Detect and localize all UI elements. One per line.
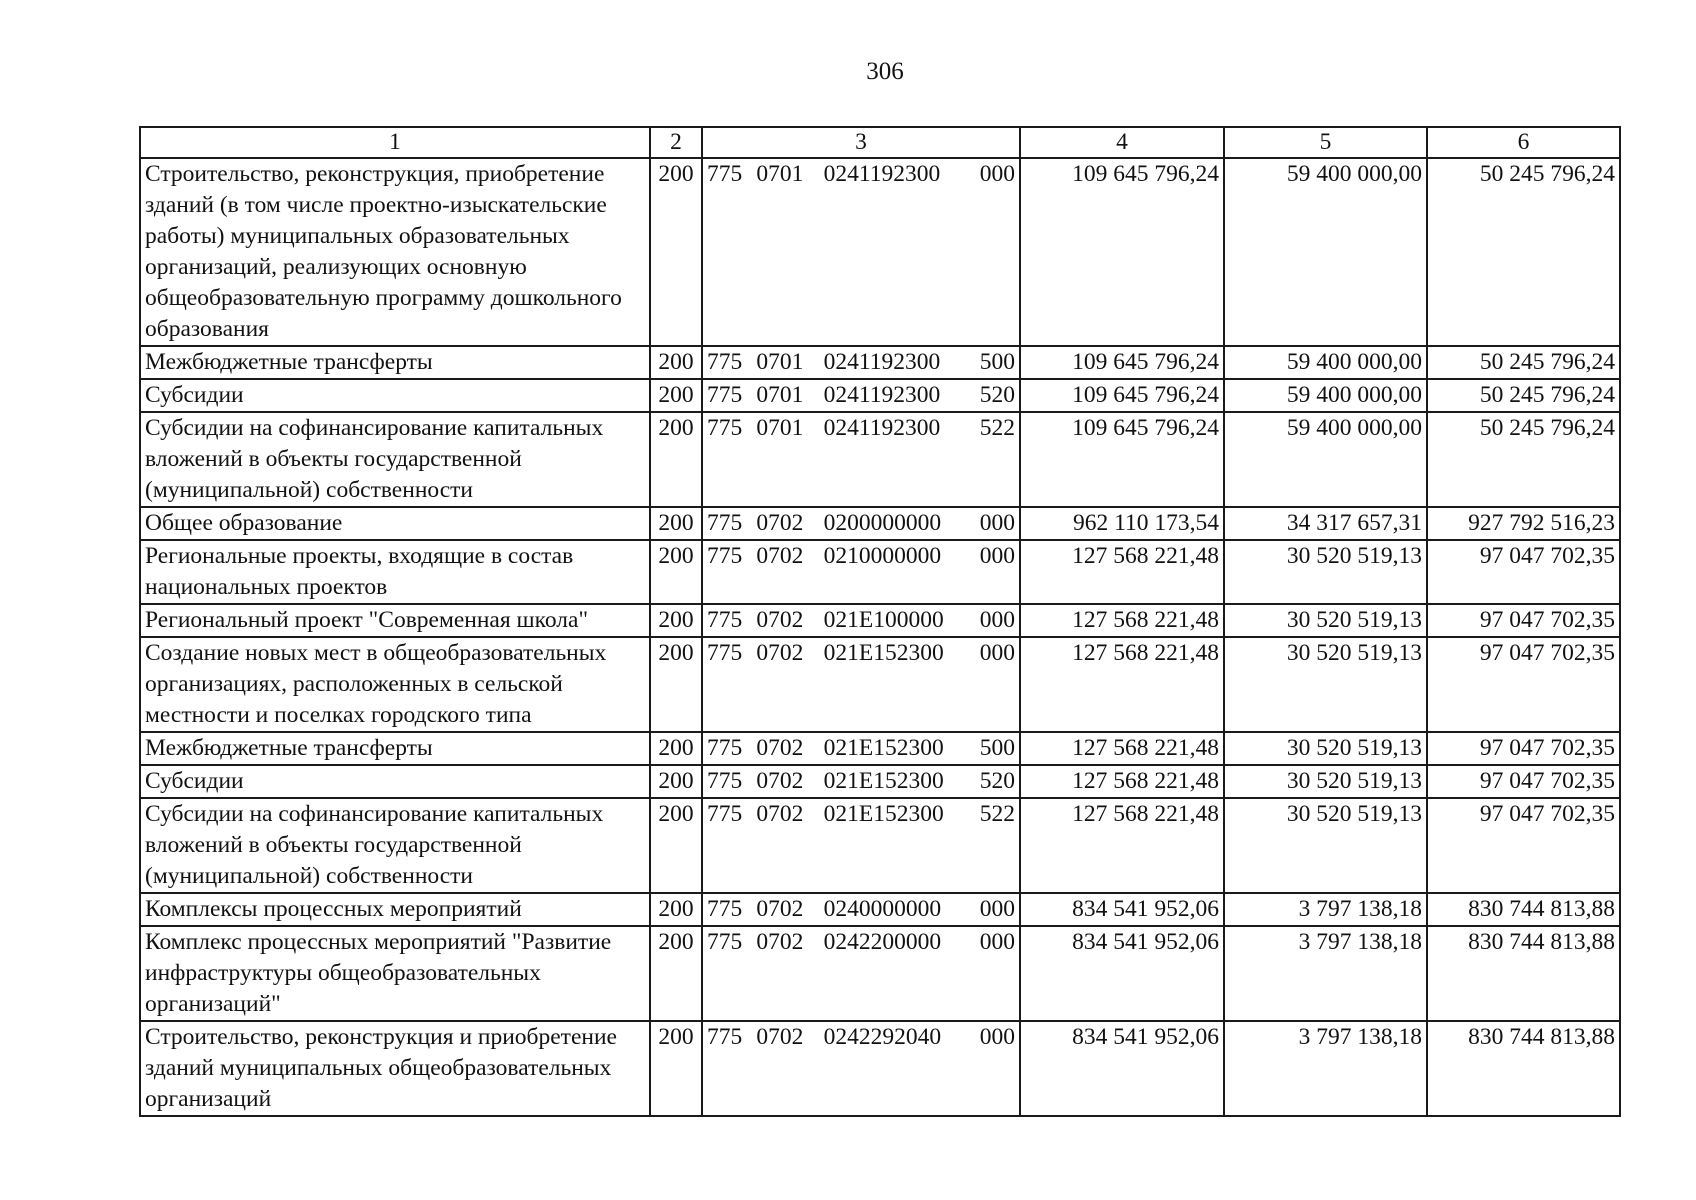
row-classification-code: [702, 637, 1020, 732]
row-ved-code: 775: [707, 1024, 743, 1050]
row-target-article-code: 0200000000: [823, 510, 942, 536]
row-target-article-code: 021E152300: [823, 768, 944, 794]
row-amount-col6: 97 047 702,35: [1427, 765, 1620, 798]
table-row: [140, 732, 1620, 765]
row-expense-type-code: 520: [979, 382, 1015, 408]
row-amount-col4: 962 110 173,54: [1020, 507, 1224, 540]
row-grbs-code: 200: [650, 379, 702, 412]
row-name: Субсидии: [140, 379, 650, 412]
row-target-article-code: 0240000000: [823, 896, 942, 922]
row-amount-col4: 127 568 221,48: [1020, 732, 1224, 765]
row-amount-col4: 127 568 221,48: [1020, 540, 1224, 604]
row-grbs-code: 200: [650, 540, 702, 604]
row-amount-col4: 109 645 796,24: [1020, 412, 1224, 507]
row-name: Межбюджетные трансферты: [140, 732, 650, 765]
row-section-code: 0701: [756, 349, 804, 375]
row-amount-col6: 830 744 813,88: [1427, 1021, 1620, 1116]
row-target-article-code: 021E152300: [823, 735, 944, 761]
row-amount-col6: 830 744 813,88: [1427, 893, 1620, 926]
row-name: Комплексы процессных мероприятий: [140, 893, 650, 926]
row-amount-col6: 50 245 796,24: [1427, 412, 1620, 507]
row-section-code: 0702: [756, 640, 804, 666]
row-amount-col4: 127 568 221,48: [1020, 765, 1224, 798]
table-row: [140, 893, 1620, 926]
row-amount-col4: 127 568 221,48: [1020, 798, 1224, 893]
row-amount-col4: 109 645 796,24: [1020, 158, 1224, 346]
table-row: [140, 765, 1620, 798]
row-classification-code: [702, 604, 1020, 637]
row-amount-col4: 834 541 952,06: [1020, 893, 1224, 926]
row-grbs-code: 200: [650, 893, 702, 926]
row-amount-col5: 30 520 519,13: [1224, 765, 1427, 798]
row-amount-col6: 50 245 796,24: [1427, 158, 1620, 346]
row-target-article-code: 021E152300: [823, 640, 944, 666]
row-amount-col5: 3 797 138,18: [1224, 926, 1427, 1021]
row-expense-type-code: 000: [979, 640, 1015, 666]
row-target-article-code: 0242200000: [823, 929, 942, 955]
row-amount-col6: 830 744 813,88: [1427, 926, 1620, 1021]
row-target-article-code: 0241192300: [823, 161, 941, 187]
row-amount-col6: 97 047 702,35: [1427, 540, 1620, 604]
row-classification-code: [702, 732, 1020, 765]
row-amount-col5: 30 520 519,13: [1224, 798, 1427, 893]
row-amount-col4: 109 645 796,24: [1020, 346, 1224, 379]
row-classification-code: [702, 346, 1020, 379]
row-amount-col5: 30 520 519,13: [1224, 604, 1427, 637]
row-target-article-code: 0241192300: [823, 349, 941, 375]
row-classification-code: [702, 1021, 1020, 1116]
row-classification-code: [702, 926, 1020, 1021]
row-target-article-code: 021E100000: [823, 607, 944, 633]
row-ved-code: 775: [707, 768, 743, 794]
row-classification-code: [702, 765, 1020, 798]
table-row: [140, 379, 1620, 412]
row-expense-type-code: 000: [979, 896, 1015, 922]
row-amount-col6: 50 245 796,24: [1427, 346, 1620, 379]
row-expense-type-code: 000: [979, 510, 1015, 536]
header-row: [140, 127, 1620, 158]
row-grbs-code: 200: [650, 1021, 702, 1116]
row-name: Создание новых мест в общеобразовательных организациях, расположенных в сельской местности и поселках городского типа: [140, 637, 650, 732]
row-expense-type-code: 000: [979, 929, 1015, 955]
row-name: Субсидии: [140, 765, 650, 798]
row-ved-code: 775: [707, 349, 743, 375]
row-name: Строительство, реконструкция, приобретение зданий (в том числе проектно-изыскательские работы) муниципальных образовательных организаций, реализующих основную общеобразовательную программу дошкольного образования: [140, 158, 650, 346]
row-expense-type-code: 000: [979, 543, 1015, 569]
row-section-code: 0702: [756, 768, 804, 794]
row-expense-type-code: 500: [979, 735, 1015, 761]
row-expense-type-code: 000: [979, 1024, 1015, 1050]
row-classification-code: [702, 893, 1020, 926]
row-section-code: 0702: [756, 543, 804, 569]
table-row: [140, 412, 1620, 507]
row-amount-col5: 30 520 519,13: [1224, 540, 1427, 604]
row-grbs-code: 200: [650, 412, 702, 507]
row-classification-code: [702, 379, 1020, 412]
row-amount-col5: 30 520 519,13: [1224, 732, 1427, 765]
row-classification-code: [702, 412, 1020, 507]
row-name: Субсидии на софинансирование капитальных вложений в объекты государственной (муниципальной) собственности: [140, 412, 650, 507]
budget-table: [139, 126, 1621, 1117]
row-name: Субсидии на софинансирование капитальных вложений в объекты государственной (муниципальной) собственности: [140, 798, 650, 893]
row-amount-col4: 127 568 221,48: [1020, 604, 1224, 637]
row-target-article-code: 0241192300: [823, 382, 941, 408]
row-amount-col5: 34 317 657,31: [1224, 507, 1427, 540]
row-target-article-code: 0210000000: [823, 543, 942, 569]
row-grbs-code: 200: [650, 604, 702, 637]
row-amount-col6: 97 047 702,35: [1427, 637, 1620, 732]
row-amount-col5: 59 400 000,00: [1224, 412, 1427, 507]
row-expense-type-code: 522: [979, 415, 1015, 441]
row-grbs-code: 200: [650, 507, 702, 540]
row-amount-col4: 127 568 221,48: [1020, 637, 1224, 732]
row-amount-col6: 50 245 796,24: [1427, 379, 1620, 412]
row-section-code: 0701: [756, 415, 804, 441]
header-col-2: 2: [650, 127, 702, 158]
row-ved-code: 775: [707, 543, 743, 569]
row-amount-col6: 97 047 702,35: [1427, 732, 1620, 765]
row-name: Комплекс процессных мероприятий "Развитие инфраструктуры общеобразовательных организаций": [140, 926, 650, 1021]
row-section-code: 0702: [756, 1024, 804, 1050]
row-amount-col6: 97 047 702,35: [1427, 604, 1620, 637]
row-ved-code: 775: [707, 382, 743, 408]
row-grbs-code: 200: [650, 765, 702, 798]
header-col-3: 3: [702, 127, 1020, 158]
row-name: Региональные проекты, входящие в состав национальных проектов: [140, 540, 650, 604]
row-amount-col4: 834 541 952,06: [1020, 926, 1224, 1021]
row-amount-col5: 59 400 000,00: [1224, 379, 1427, 412]
row-grbs-code: 200: [650, 637, 702, 732]
row-amount-col5: 3 797 138,18: [1224, 1021, 1427, 1116]
table-row: [140, 158, 1620, 346]
row-amount-col5: 59 400 000,00: [1224, 158, 1427, 346]
row-ved-code: 775: [707, 896, 743, 922]
row-target-article-code: 0242292040: [823, 1024, 942, 1050]
page-number: 306: [866, 58, 904, 85]
row-ved-code: 775: [707, 801, 743, 827]
row-name: Общее образование: [140, 507, 650, 540]
row-classification-code: [702, 798, 1020, 893]
row-grbs-code: 200: [650, 346, 702, 379]
row-section-code: 0702: [756, 510, 804, 536]
row-amount-col5: 30 520 519,13: [1224, 637, 1427, 732]
header-col-5: 5: [1224, 127, 1427, 158]
row-amount-col5: 3 797 138,18: [1224, 893, 1427, 926]
row-ved-code: 775: [707, 640, 743, 666]
row-expense-type-code: 522: [979, 801, 1015, 827]
table-row: [140, 604, 1620, 637]
row-expense-type-code: 000: [979, 161, 1015, 187]
row-section-code: 0702: [756, 896, 804, 922]
row-ved-code: 775: [707, 161, 743, 187]
table-row: [140, 1021, 1620, 1116]
row-ved-code: 775: [707, 510, 743, 536]
table-body: [140, 158, 1620, 1116]
row-section-code: 0701: [756, 382, 804, 408]
row-amount-col6: 97 047 702,35: [1427, 798, 1620, 893]
row-classification-code: [702, 158, 1020, 346]
row-amount-col4: 834 541 952,06: [1020, 1021, 1224, 1116]
table-row: [140, 798, 1620, 893]
row-amount-col5: 59 400 000,00: [1224, 346, 1427, 379]
row-target-article-code: 0241192300: [823, 415, 941, 441]
row-expense-type-code: 500: [979, 349, 1015, 375]
row-target-article-code: 021E152300: [823, 801, 944, 827]
row-amount-col4: 109 645 796,24: [1020, 379, 1224, 412]
table-row: [140, 507, 1620, 540]
table-row: [140, 540, 1620, 604]
row-expense-type-code: 000: [979, 607, 1015, 633]
header-col-6: 6: [1427, 127, 1620, 158]
row-name: Строительство, реконструкция и приобретение зданий муниципальных общеобразовательных организаций: [140, 1021, 650, 1116]
row-classification-code: [702, 507, 1020, 540]
row-grbs-code: 200: [650, 798, 702, 893]
row-section-code: 0702: [756, 607, 804, 633]
row-expense-type-code: 520: [979, 768, 1015, 794]
header-col-1: 1: [140, 127, 650, 158]
row-section-code: 0701: [756, 161, 804, 187]
row-grbs-code: 200: [650, 732, 702, 765]
row-grbs-code: 200: [650, 926, 702, 1021]
row-name: Региональный проект "Современная школа": [140, 604, 650, 637]
row-ved-code: 775: [707, 735, 743, 761]
row-section-code: 0702: [756, 735, 804, 761]
row-section-code: 0702: [756, 929, 804, 955]
row-amount-col6: 927 792 516,23: [1427, 507, 1620, 540]
row-grbs-code: 200: [650, 158, 702, 346]
table-row: [140, 346, 1620, 379]
row-ved-code: 775: [707, 607, 743, 633]
row-ved-code: 775: [707, 415, 743, 441]
row-name: Межбюджетные трансферты: [140, 346, 650, 379]
header-col-4: 4: [1020, 127, 1224, 158]
row-section-code: 0702: [756, 801, 804, 827]
table-row: [140, 926, 1620, 1021]
table-row: [140, 637, 1620, 732]
row-ved-code: 775: [707, 929, 743, 955]
row-classification-code: [702, 540, 1020, 604]
